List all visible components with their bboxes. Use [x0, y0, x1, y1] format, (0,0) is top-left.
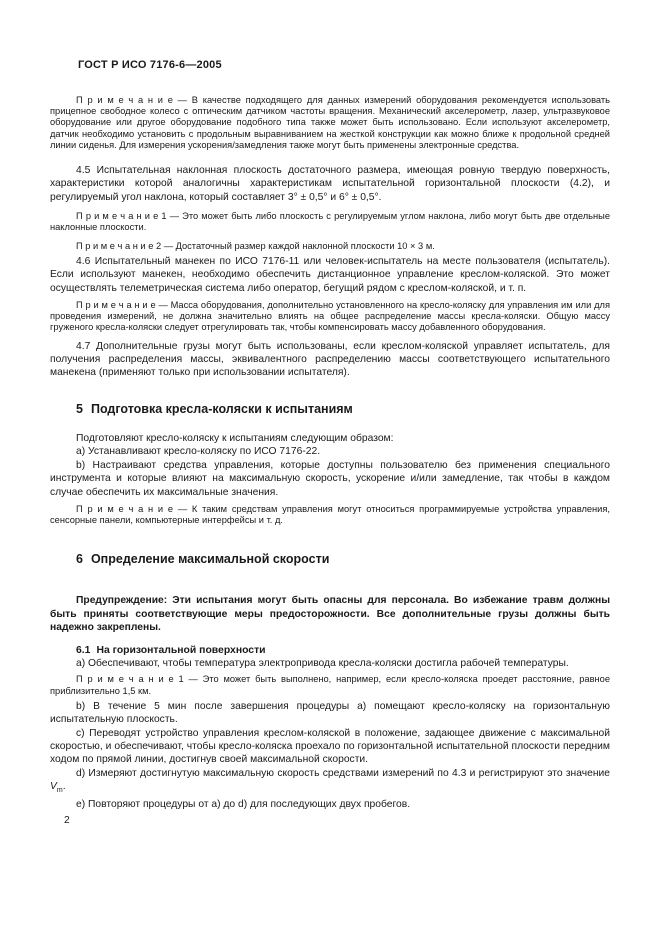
- section-5-item-a: a) Устанавливают кресло-коляску по ИСО 7176-22.: [76, 446, 321, 458]
- section-5-title: Подготовка кресла-коляски к испытаниям: [90, 401, 353, 416]
- note-6-1: П р и м е ч а н и е 1 — Это может быть выполнено, например, если кресло-коляска проедет расстояние, равное приблизительно 1,5 км.: [50, 674, 610, 696]
- section-6-title: Определение максимальной скорости: [90, 552, 330, 567]
- running-header: ГОСТ Р ИСО 7176-6—2005: [78, 59, 222, 71]
- section-6-item-d: [50, 767, 610, 798]
- section-6-item-e: e) Повторяют процедуры от a) до d) для последующих двух пробегов.: [76, 798, 411, 810]
- note-measuring-equipment: П р и м е ч а н и е — В качестве подходящего для данных измерений оборудования рекомендуется использовать прицепное свободное колесо с оптическим датчиком частоты вращения. Механический акселерометр, лазер, ультразвуковое оборудование или другое оборудование подобного типа также может быть использовано. Если используют акселерометр, датчик необходимо установить с продольным выравниванием на жесткой конструкции как можно ближе к продольной средней линии сиденья. Для измерения ускорения/замедления также могут быть применены электронные средства.: [50, 95, 610, 150]
- item-d-text: d) Измеряют достигнутую максимальную скорость средствами измерений по 4.3 и регистрируют это значение: [76, 767, 610, 779]
- section-6-heading: [76, 552, 610, 567]
- section-6-number: 6: [76, 552, 83, 567]
- section-5-item-b: b) Настраивают средства управления, которые доступны пользователю без применения специального инструмента и которые влияют на максимальную скорость, ускорение и/или замедление, так чтобы в каждом случае обеспечить их максимальные значения.: [50, 459, 610, 498]
- clause-4-7: 4.7 Дополнительные грузы могут быть использованы, если креслом-коляской управляет испытатель, для получения распределения массы, эквивалентного распределению массы соответствующего испытательного манекена (применяют только при использовании испытателя).: [50, 340, 610, 379]
- section-5-intro: Подготовляют кресло-коляску к испытаниям следующим образом:: [76, 432, 394, 444]
- item-d-variable: V: [50, 781, 57, 793]
- note-section-5: П р и м е ч а н и е — К таким средствам управления могут относиться программируемые устройства управления, сенсорные панели, компьютерные интерфейсы и т. д.: [50, 503, 610, 526]
- subsection-6-1-title: На горизонтальной поверхности: [96, 644, 266, 656]
- clause-4-5: 4.5 Испытательная наклонная плоскость достаточного размера, имеющая ровную твердую поверхность, характеристики которой аналогичны характеристикам испытательной горизонтальной плоскости (4.2), и регулируемый угол наклона, который составляет 3° ± 0,5° и 6° ± 0,5°.: [50, 165, 610, 203]
- note-4-6: П р и м е ч а н и е — Масса оборудования, дополнительно установленного на кресло-коляску для управления им или для проведения измерений, не должна значительно влиять на общее распределение массы кресла-коляски. Общую массу груженого кресла-коляски следует отрегулировать так, чтобы компенсировать массу добавленного оборудования.: [50, 300, 610, 333]
- subsection-6-1-number: 6.1: [76, 644, 91, 656]
- item-d-period: .: [62, 781, 66, 793]
- section-6-item-b: b) В течение 5 мин после завершения процедуры a) помещают кресло-коляску на горизонтальную испытательную плоскость.: [50, 700, 610, 726]
- section-6-item-a: a) Обеспечивают, чтобы температура электропривода кресла-коляски достигла рабочей температуры.: [76, 657, 569, 669]
- item-d-variable-subscript: m: [56, 787, 63, 795]
- text-block: [50, 58, 610, 827]
- note-4-5-1: П р и м е ч а н и е 1 — Это может быть либо плоскость с регулируемым углом наклона, либо могут быть две отдельные наклонные плоскости.: [50, 211, 610, 233]
- subsection-6-1-heading: [50, 644, 610, 657]
- section-6-item-c: c) Переводят устройство управления креслом-коляской в положение, задающее движение с максимальной скоростью, и обеспечивают, чтобы кресло-коляска проехало по горизонтальной испытательной плоскости передним ходом по прямой линии, достигнув своей максимальной скорости.: [50, 727, 610, 766]
- page-number: 2: [64, 815, 70, 827]
- section-5-heading: [76, 402, 610, 417]
- warning-paragraph: Предупреждение: Эти испытания могут быть опасны для персонала. Во избежание травм должны быть приняты соответствующие меры предосторожности. Все дополнительные грузы должны быть надежно закреплены.: [50, 595, 610, 634]
- note-4-5-2: П р и м е ч а н и е 2 — Достаточный размер каждой наклонной плоскости 10 × 3 м.: [76, 240, 435, 251]
- clause-4-6: 4.6 Испытательный манекен по ИСО 7176-11 или человек-испытатель на месте пользователя (испытатель). Если используют манекен, необходимо обеспечить дистанционное управление креслом-коляской. Это может осуществлять телеметрическая система либо оператор, бегущий рядом с креслом-коляской, и т. п.: [50, 255, 610, 294]
- section-5-number: 5: [76, 401, 83, 416]
